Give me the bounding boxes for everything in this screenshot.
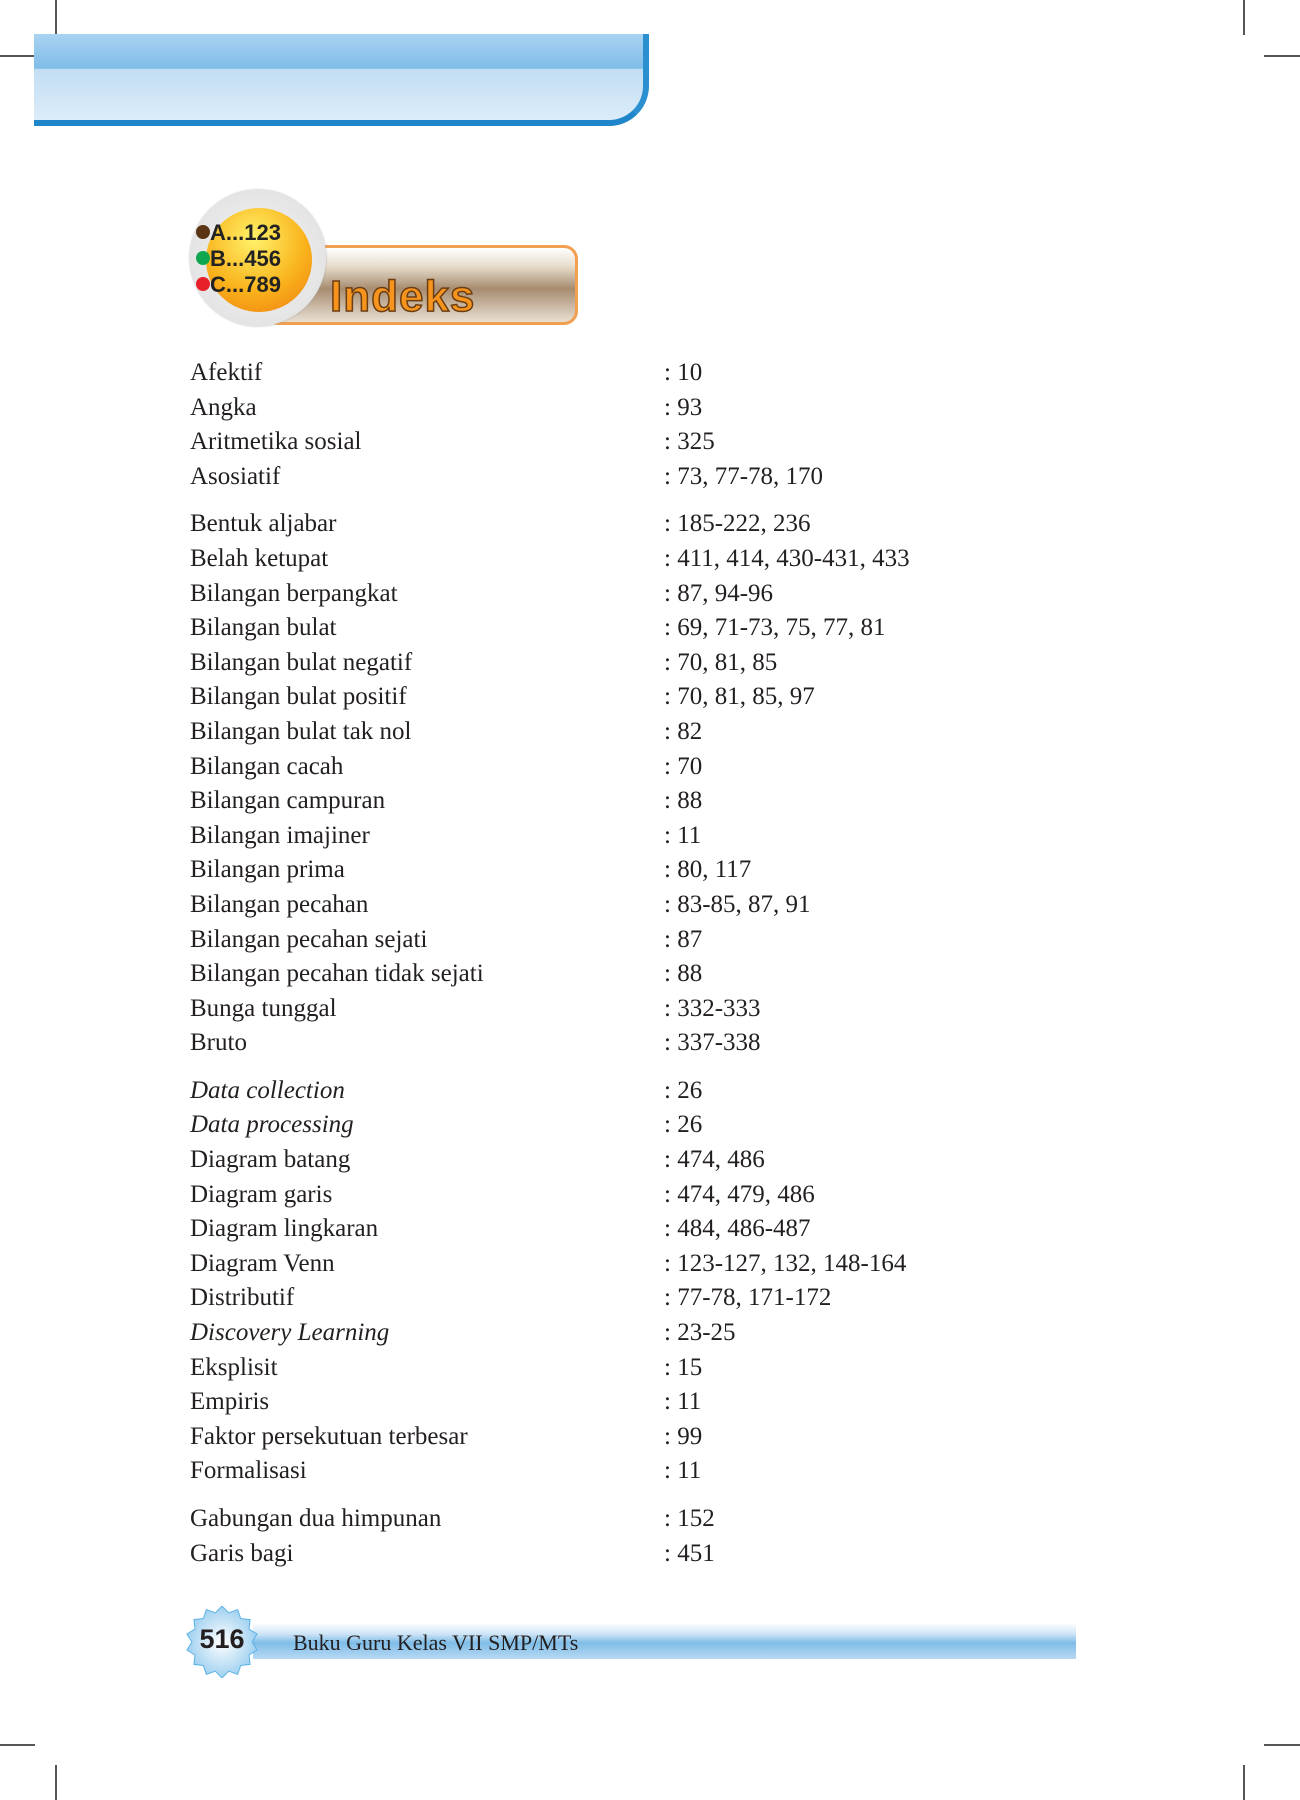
index-term: Diagram garis	[190, 1180, 333, 1208]
index-entry	[190, 1108, 1090, 1143]
index-entry	[190, 425, 1090, 460]
dot-icon	[196, 277, 210, 291]
crop-mark	[0, 1744, 35, 1746]
index-entry	[190, 1454, 1090, 1489]
logo-line	[210, 272, 281, 298]
index-term: Discovery Learning	[190, 1319, 390, 1347]
index-pages: : 99	[664, 1422, 703, 1450]
index-term: Bilangan bulat positif	[190, 683, 407, 711]
index-term: Bilangan pecahan sejati	[190, 925, 428, 953]
index-entry	[190, 957, 1090, 992]
index-pages: : 88	[664, 960, 703, 988]
index-term: Formalisasi	[190, 1457, 307, 1485]
index-entry	[190, 1247, 1090, 1282]
index-term: Empiris	[190, 1388, 270, 1416]
crop-mark	[1243, 0, 1245, 35]
index-entry	[190, 888, 1090, 923]
index-term: Diagram Venn	[190, 1249, 335, 1277]
index-entry	[190, 853, 1090, 888]
index-term: Bilangan prima	[190, 856, 345, 884]
index-list	[190, 356, 1090, 1584]
index-term: Data collection	[190, 1076, 345, 1104]
logo-line	[210, 220, 281, 246]
logo-text: C...789	[210, 272, 281, 297]
index-term: Belah ketupat	[190, 544, 329, 572]
index-pages: : 83-85, 87, 91	[664, 890, 811, 918]
index-entry	[190, 1281, 1090, 1316]
index-entry	[190, 577, 1090, 612]
index-term: Bilangan pecahan	[190, 890, 369, 918]
index-term: Asosiatif	[190, 462, 281, 490]
index-term: Data processing	[190, 1111, 354, 1139]
index-group	[190, 356, 1090, 494]
index-term: Bunga tunggal	[190, 994, 337, 1022]
index-pages: : 77-78, 171-172	[664, 1284, 832, 1312]
index-entry	[190, 391, 1090, 426]
index-term: Bilangan bulat negatif	[190, 648, 413, 676]
index-pages: : 23-25	[664, 1319, 736, 1347]
crop-mark	[55, 1765, 57, 1800]
index-entry	[190, 1074, 1090, 1109]
index-entry	[190, 1316, 1090, 1351]
index-term: Eksplisit	[190, 1353, 278, 1381]
index-term: Aritmetika sosial	[190, 428, 362, 456]
index-pages: : 26	[664, 1111, 703, 1139]
index-pages: : 11	[664, 1388, 702, 1416]
index-pages: : 11	[664, 1457, 702, 1485]
index-pages: : 26	[664, 1076, 703, 1104]
index-term: Gabungan dua himpunan	[190, 1505, 442, 1532]
index-term: Bilangan bulat tak nol	[190, 717, 412, 745]
index-entry	[190, 1143, 1090, 1178]
index-group	[190, 1074, 1090, 1489]
crop-mark	[55, 0, 57, 35]
index-pages: : 332-333	[664, 994, 761, 1022]
index-pages: : 474, 486	[664, 1146, 765, 1174]
index-term: Diagram batang	[190, 1146, 351, 1174]
index-entry	[190, 611, 1090, 646]
index-pages: : 88	[664, 787, 703, 815]
index-pages: : 69, 71-73, 75, 77, 81	[664, 614, 886, 642]
index-entry	[190, 680, 1090, 715]
dot-icon	[196, 251, 210, 265]
logo-text: B...456	[210, 246, 281, 271]
index-term: Bilangan pecahan tidak sejati	[190, 960, 484, 988]
index-term: Faktor persekutuan terbesar	[190, 1422, 468, 1450]
index-pages: : 152	[664, 1505, 715, 1532]
index-pages: : 80, 117	[664, 856, 752, 884]
index-term: Bilangan berpangkat	[190, 579, 398, 607]
index-pages: : 73, 77-78, 170	[664, 462, 824, 490]
index-pages: : 451	[664, 1539, 715, 1567]
index-pages: : 82	[664, 717, 703, 745]
index-term: Bruto	[190, 1029, 247, 1057]
index-entry	[190, 1502, 1090, 1537]
index-term: Bilangan campuran	[190, 787, 386, 815]
index-pages: : 185-222, 236	[664, 510, 811, 538]
index-term: Bilangan imajiner	[190, 821, 370, 849]
index-entry	[190, 1420, 1090, 1455]
index-entry	[190, 1212, 1090, 1247]
index-title-badge	[190, 190, 590, 330]
index-entry	[190, 646, 1090, 681]
crop-mark	[1243, 1765, 1245, 1800]
header-bar	[34, 34, 649, 126]
crop-mark	[1264, 55, 1300, 57]
index-entry	[190, 1537, 1090, 1572]
crop-mark	[1264, 1744, 1300, 1746]
index-group	[190, 507, 1090, 1061]
index-term: Bilangan bulat	[190, 614, 337, 642]
index-pages: : 123-127, 132, 148-164	[664, 1249, 907, 1277]
logo-line	[210, 246, 281, 272]
crop-mark	[0, 55, 35, 57]
index-term: Garis bagi	[190, 1539, 294, 1567]
book-title: Buku Guru Kelas VII SMP/MTs	[293, 1630, 579, 1655]
index-entry	[190, 1385, 1090, 1420]
index-pages: : 15	[664, 1353, 703, 1381]
index-entry	[190, 1178, 1090, 1213]
index-entry	[190, 923, 1090, 958]
index-entry	[190, 992, 1090, 1027]
index-entry	[190, 542, 1090, 577]
index-pages: : 474, 479, 486	[664, 1180, 815, 1208]
page-title: Indeks	[330, 272, 476, 321]
index-entry	[190, 819, 1090, 854]
index-logo-icon	[190, 190, 326, 326]
index-entry	[190, 507, 1090, 542]
index-term: Distributif	[190, 1284, 295, 1312]
index-pages: : 70	[664, 752, 703, 780]
index-entry	[190, 784, 1090, 819]
index-pages: : 411, 414, 430-431, 433	[664, 544, 910, 572]
index-pages: : 70, 81, 85, 97	[664, 683, 815, 711]
index-term: Bilangan cacah	[190, 752, 344, 780]
index-entry	[190, 460, 1090, 495]
page-number: 516	[199, 1624, 245, 1654]
index-pages: : 484, 486-487	[664, 1215, 811, 1243]
index-pages: : 70, 81, 85	[664, 648, 778, 676]
index-pages: : 87, 94-96	[664, 579, 774, 607]
index-entry	[190, 715, 1090, 750]
index-entry	[190, 1351, 1090, 1386]
index-term: Angka	[190, 393, 257, 421]
index-pages: : 11	[664, 821, 702, 849]
index-entry	[190, 1026, 1090, 1061]
index-term: Bentuk aljabar	[190, 510, 337, 538]
logo-text: A...123	[210, 220, 281, 245]
index-pages: : 87	[664, 925, 703, 953]
dot-icon	[196, 225, 210, 239]
index-pages: : 325	[664, 428, 715, 456]
index-pages: : 337-338	[664, 1029, 761, 1057]
index-pages: : 93	[664, 393, 703, 421]
index-entry	[190, 356, 1090, 391]
index-term: Diagram lingkaran	[190, 1215, 379, 1243]
index-entry	[190, 750, 1090, 785]
index-pages: : 10	[664, 359, 703, 386]
index-group	[190, 1502, 1090, 1571]
index-term: Afektif	[190, 359, 263, 386]
